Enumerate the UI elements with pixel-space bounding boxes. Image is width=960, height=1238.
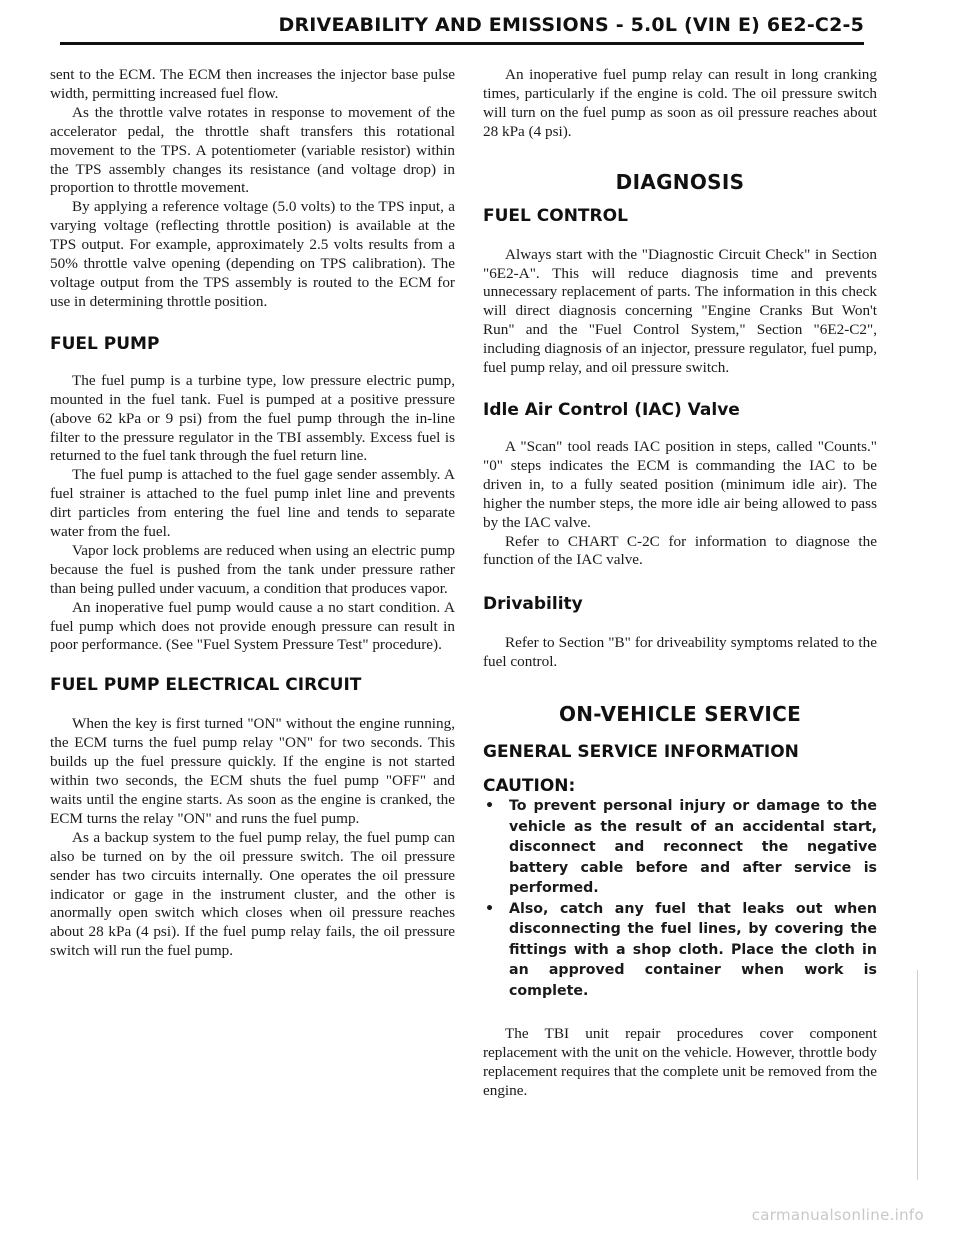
paragraph: The fuel pump is a turbine type, low pressure electric pump, mounted in the fuel tank. Fuel is pumped at a positive pressure (above 62 kPa or 9 psi) from the fuel pump through the in-line filter to the pressure regulator in the TBI assembly. Excess fuel is returned to the fuel tank through the fuel return line. bbox=[50, 371, 455, 465]
section-heading-drivability: Drivability bbox=[483, 594, 583, 615]
page-header bbox=[60, 12, 864, 45]
bullet-icon: • bbox=[485, 798, 495, 815]
paragraph: Refer to CHART C-2C for information to diagnose the function of the IAC valve. bbox=[483, 532, 877, 569]
section-heading-general-service: GENERAL SERVICE INFORMATION bbox=[483, 742, 799, 763]
paragraph: As a backup system to the fuel pump relay, the fuel pump can also be turned on by the oil pressure switch. The oil pressure sender has two circuits internally. One operates the oil pressure indicator or gage in the instrument cluster, and the other is anormally open switch which closes when oil pressure reaches about 28 kPa (4 psi). If the fuel pump relay fails, the oil pressure switch will run the fuel pump. bbox=[50, 828, 455, 960]
caution-list bbox=[483, 796, 877, 1001]
paragraph: Vapor lock problems are reduced when using an electric pump because the fuel is pushed from the tank under pressure rather than being pulled under vacuum, a condition that produces vapor. bbox=[50, 541, 455, 597]
paragraph: sent to the ECM. The ECM then increases the injector base pulse width, permitting increased fuel flow. bbox=[50, 66, 455, 102]
right-column bbox=[483, 66, 877, 1101]
major-heading-on-vehicle-service: ON-VEHICLE SERVICE bbox=[558, 702, 802, 727]
scan-mark bbox=[917, 970, 918, 1180]
left-column bbox=[50, 66, 455, 961]
paragraph: An inoperative fuel pump would cause a no start condition. A fuel pump which does not provide enough pressure can result in poor performance. (See "Fuel System Pressure Test" procedure). bbox=[50, 598, 455, 654]
paragraph: The TBI unit repair procedures cover component replacement with the unit on the vehicle. However, throttle body replacement requires that the complete unit be removed from the engine. bbox=[483, 1025, 877, 1099]
section-heading-fuel-control: FUEL CONTROL bbox=[483, 205, 628, 226]
paragraph: A "Scan" tool reads IAC position in steps, called "Counts." "0" steps indicates the ECM is commanding the IAC to be driven in, to a fully seated position (minimum idle air). The higher the number steps, the more idle air being allowed to pass by the IAC valve. bbox=[483, 437, 877, 531]
caution-item bbox=[483, 796, 877, 899]
caution-item bbox=[483, 899, 877, 1002]
paragraph: Always start with the "Diagnostic Circuit Check" in Section "6E2-A". This will reduce diagnosis time and prevents unnecessary replacement of parts. The information in this check will direct diagnosis concerning "Engine Cranks But Won't Run" and the "Fuel Control System," Section "6E2-C2", including diagnosis of an injector, pressure regulator, fuel pump, fuel pump relay, and oil pressure switch. bbox=[483, 245, 877, 377]
caution-heading: CAUTION: bbox=[483, 776, 576, 797]
paragraph: The fuel pump is attached to the fuel gage sender assembly. A fuel strainer is attached to the fuel pump inlet line and prevents dirt particles from entering the fuel line and tends to separate water from the fuel. bbox=[50, 466, 455, 541]
section-heading-fuel-pump: FUEL PUMP bbox=[50, 333, 160, 354]
paragraph: An inoperative fuel pump relay can result in long cranking times, particularly if the engine is cold. The oil pressure switch will turn on the fuel pump as soon as oil pressure reaches about 28 kPa (4 psi). bbox=[483, 66, 877, 140]
watermark: carmanualsonline.info bbox=[751, 1206, 924, 1224]
major-heading-diagnosis: DIAGNOSIS bbox=[615, 169, 745, 194]
caution-item-text: To prevent personal injury or damage to the vehicle as the result of an accidental start, disconnect and reconnect the negative battery cable before and after service is performed. bbox=[509, 798, 877, 897]
paragraph: Refer to Section "B" for driveability symptoms related to the fuel control. bbox=[483, 634, 877, 671]
paragraph: By applying a reference voltage (5.0 volts) to the TPS input, a varying voltage (reflecting throttle position) is available at the TPS output. For example, approximately 2.5 volts results from a 50% throttle valve opening (depending on TPS calibration). The voltage output from the TPS assembly is routed to the ECM for use in determining throttle position. bbox=[50, 198, 455, 310]
bullet-icon: • bbox=[485, 900, 495, 917]
paragraph: As the throttle valve rotates in response to movement of the accelerator pedal, the throttle shaft transfers this rotational movement to the TPS. A potentiometer (variable resistor) within the TPS assembly changes its resistance (and voltage drop) in proportion to throttle movement. bbox=[50, 103, 455, 197]
section-heading-iac: Idle Air Control (IAC) Valve bbox=[483, 399, 740, 420]
section-heading-fuel-pump-circuit: FUEL PUMP ELECTRICAL CIRCUIT bbox=[50, 675, 362, 696]
page-header-title: DRIVEABILITY AND EMISSIONS - 5.0L (VIN E) 6E2-C2-5 bbox=[278, 14, 864, 36]
caution-item-text: Also, catch any fuel that leaks out when disconnecting the fuel lines, by covering the fittings with a shop cloth. Place the cloth in an approved container when work is complete. bbox=[509, 900, 877, 999]
paragraph: When the key is first turned "ON" without the engine running, the ECM turns the fuel pump relay "ON" for two seconds. This builds up the fuel pressure quickly. If the engine is not started within two seconds, the ECM shuts the fuel pump "OFF" and waits until the engine starts. As soon as the engine is cranked, the ECM turns the relay "ON" and runs the fuel pump. bbox=[50, 715, 455, 827]
